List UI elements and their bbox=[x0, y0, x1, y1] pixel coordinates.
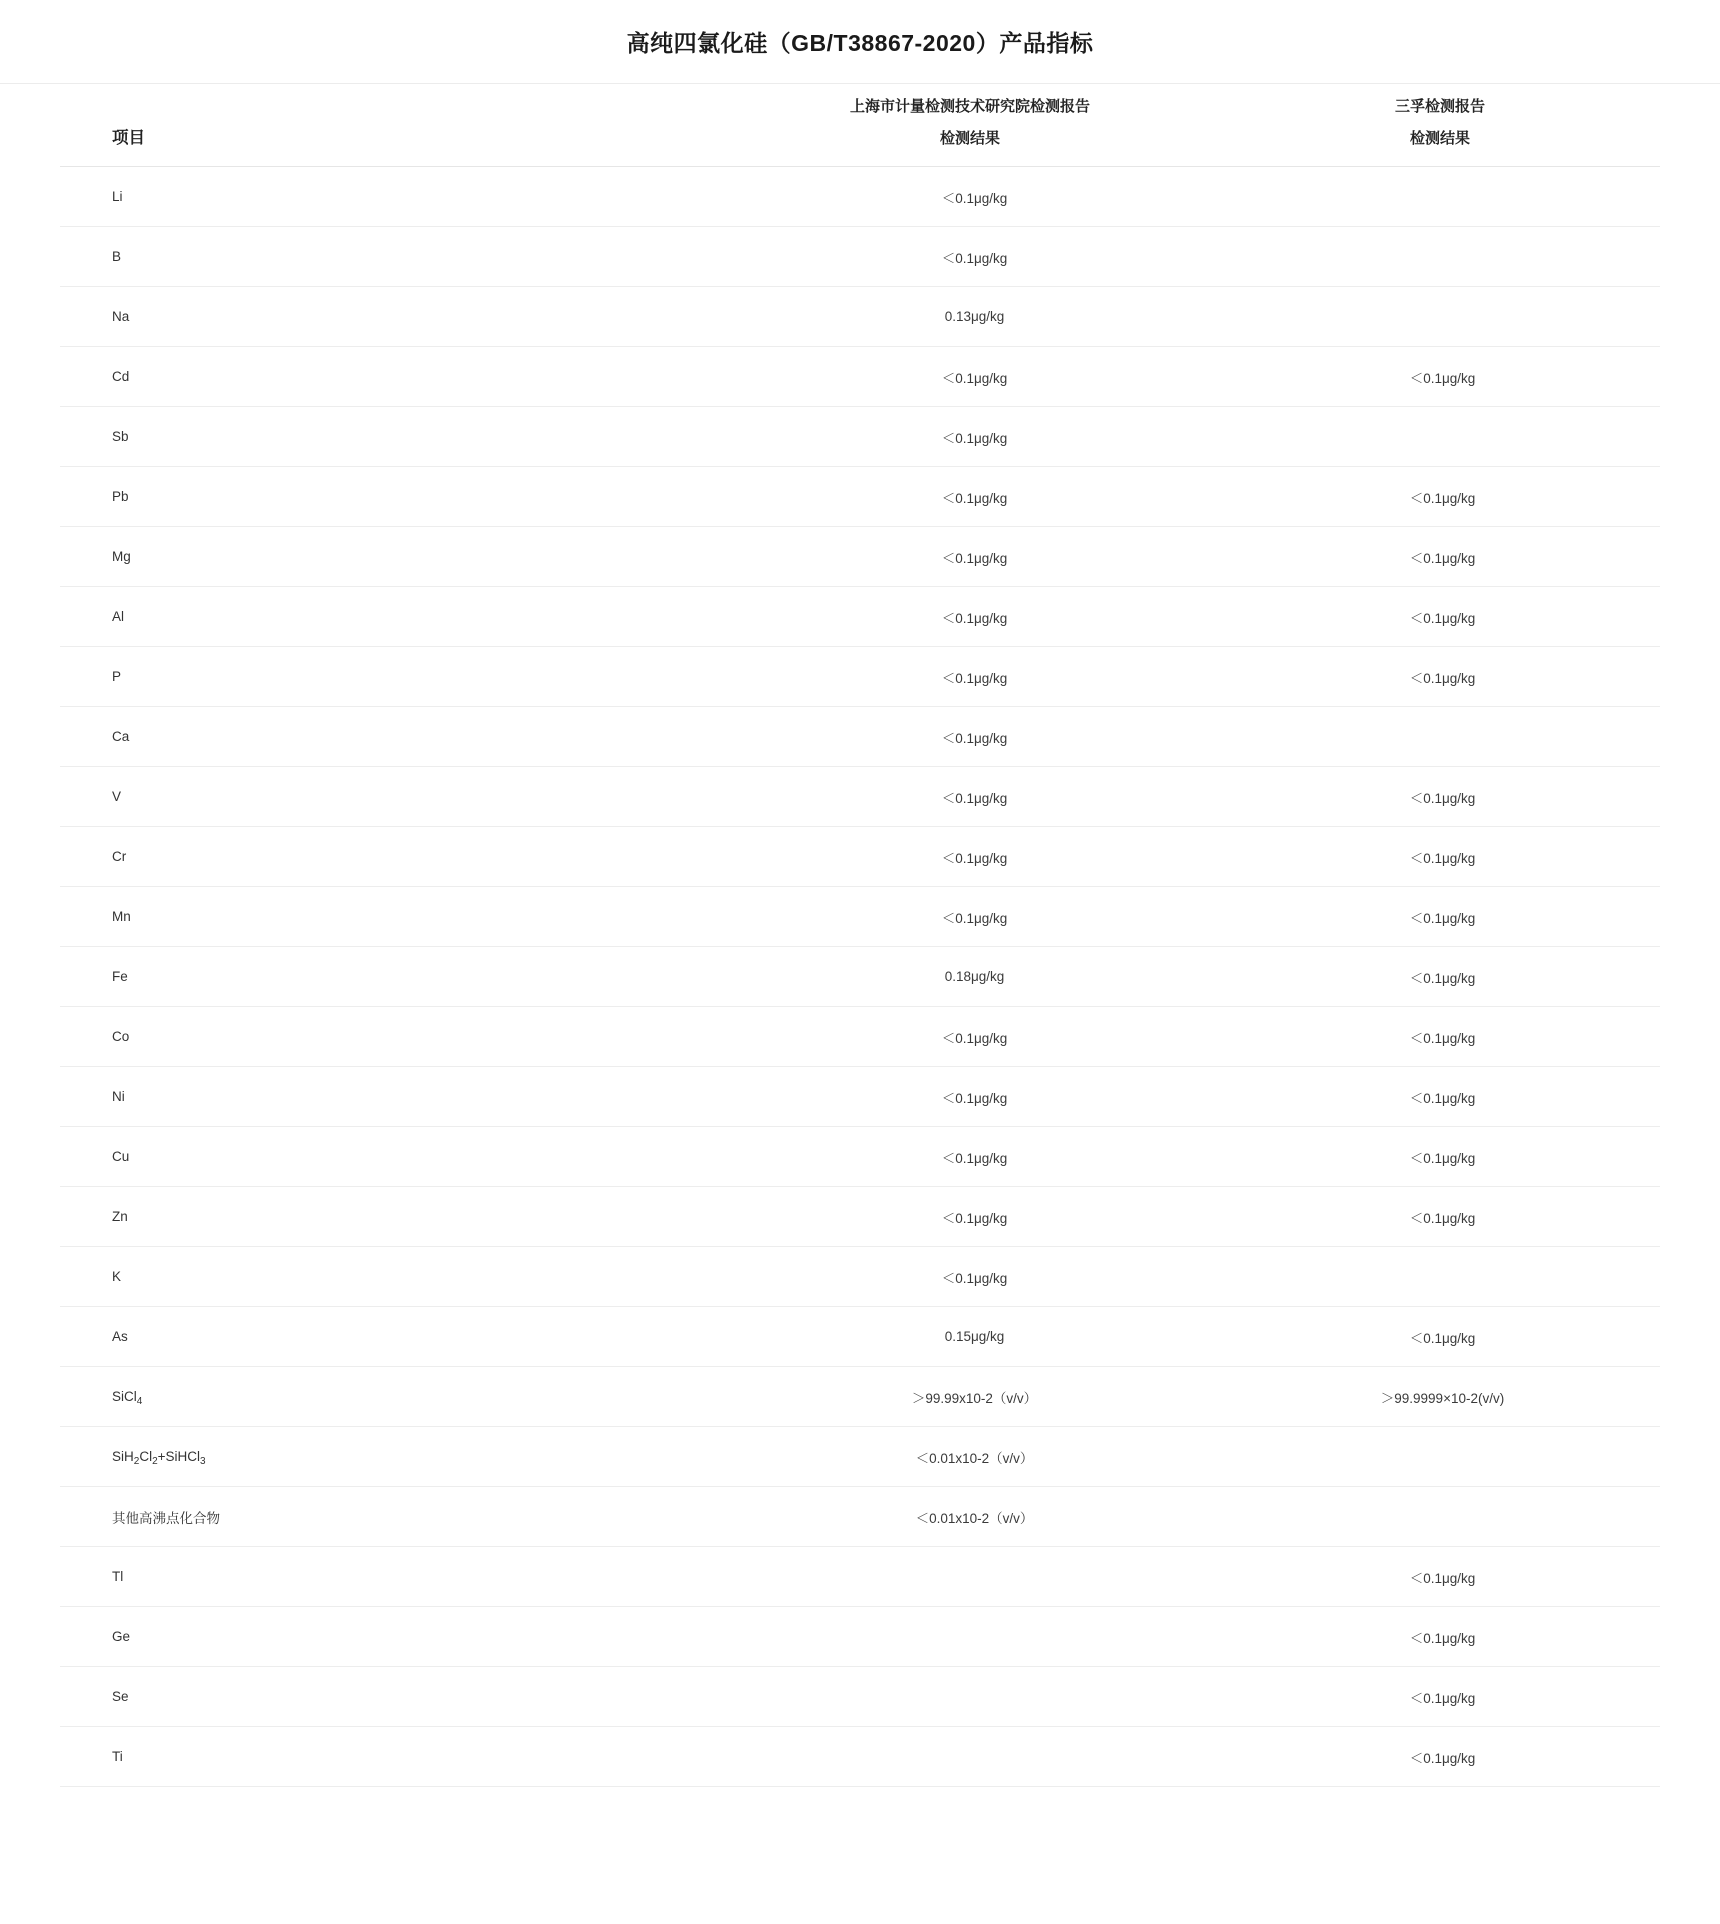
cell-item-name: Ca bbox=[112, 729, 130, 744]
cell-sanfu-result: ＜0.1μg/kg bbox=[1409, 1030, 1476, 1046]
table-header bbox=[60, 84, 1660, 167]
cell-item-name: Li bbox=[112, 189, 123, 204]
cell-lab-result: ＜0.1μg/kg bbox=[941, 670, 1008, 686]
column-header-sanfu-subtitle: 检测结果 bbox=[1409, 130, 1470, 147]
cell-item-name: Ti bbox=[112, 1749, 123, 1764]
cell-lab-result: ＜0.01x10-2（v/v） bbox=[915, 1510, 1034, 1526]
cell-sanfu-result: ＜0.1μg/kg bbox=[1409, 610, 1476, 626]
cell-item-name: Cd bbox=[112, 369, 130, 384]
cell-lab-result: ＜0.1μg/kg bbox=[941, 1270, 1008, 1286]
cell-lab-result: ＜0.01x10-2（v/v） bbox=[915, 1450, 1034, 1466]
cell-item-name: Cu bbox=[112, 1149, 130, 1164]
page-title: 高纯四氯化硅（GB/T38867-2020）产品指标 bbox=[626, 30, 1094, 56]
cell-lab-result: ＜0.1μg/kg bbox=[941, 790, 1008, 806]
cell-lab-result: 0.15μg/kg bbox=[944, 1329, 1005, 1344]
cell-sanfu-result: ＜0.1μg/kg bbox=[1409, 790, 1476, 806]
table-row bbox=[60, 1487, 1660, 1547]
cell-item-name: P bbox=[112, 669, 122, 684]
cell-sanfu-result bbox=[1220, 1487, 1660, 1547]
table-row bbox=[60, 587, 1660, 647]
table-row bbox=[60, 1127, 1660, 1187]
cell-lab-result: ＜0.1μg/kg bbox=[941, 250, 1008, 266]
table-row bbox=[60, 287, 1660, 347]
table-row bbox=[60, 1307, 1660, 1367]
cell-lab-result: ＜0.1μg/kg bbox=[941, 850, 1008, 866]
cell-item-name: As bbox=[112, 1329, 128, 1344]
cell-item-name: $SiH_2Cl_2+SiHCl_3$ bbox=[112, 1449, 206, 1467]
table-row bbox=[60, 827, 1660, 887]
column-header-sanfu bbox=[1220, 84, 1660, 167]
cell-sanfu-result: ＜0.1μg/kg bbox=[1409, 970, 1476, 986]
cell-item-name: Cr bbox=[112, 849, 127, 864]
table-row bbox=[60, 1367, 1660, 1427]
table-row bbox=[60, 527, 1660, 587]
cell-lab-result: ＜0.1μg/kg bbox=[941, 490, 1008, 506]
table-row bbox=[60, 1067, 1660, 1127]
cell-item-name: Sb bbox=[112, 429, 129, 444]
column-header-item: 项目 bbox=[60, 84, 720, 167]
cell-sanfu-result bbox=[1220, 287, 1660, 347]
cell-sanfu-result bbox=[1220, 167, 1660, 227]
cell-item-name: B bbox=[112, 249, 122, 264]
table-row bbox=[60, 227, 1660, 287]
cell-item-name: Tl bbox=[112, 1569, 124, 1584]
cell-lab-result: ＜0.1μg/kg bbox=[941, 370, 1008, 386]
table-row bbox=[60, 1007, 1660, 1067]
table-row bbox=[60, 707, 1660, 767]
cell-lab-result: ＜0.1μg/kg bbox=[941, 1210, 1008, 1226]
cell-lab-result: ＜0.1μg/kg bbox=[941, 430, 1008, 446]
cell-lab-result: ＜0.1μg/kg bbox=[941, 1150, 1008, 1166]
table-row bbox=[60, 647, 1660, 707]
cell-sanfu-result bbox=[1220, 1427, 1660, 1487]
table-row bbox=[60, 767, 1660, 827]
table-row bbox=[60, 947, 1660, 1007]
table-row bbox=[60, 1247, 1660, 1307]
cell-sanfu-result: ＜0.1μg/kg bbox=[1409, 1750, 1476, 1766]
bottom-spacer bbox=[0, 1787, 1720, 1847]
cell-sanfu-result: ＜0.1μg/kg bbox=[1409, 670, 1476, 686]
table-row bbox=[60, 347, 1660, 407]
cell-lab-result bbox=[720, 1607, 1220, 1667]
table-row bbox=[60, 1547, 1660, 1607]
cell-sanfu-result: ＜0.1μg/kg bbox=[1409, 1690, 1476, 1706]
cell-sanfu-result: ＜0.1μg/kg bbox=[1409, 370, 1476, 386]
cell-sanfu-result: ＞99.9999×10-2(v/v) bbox=[1380, 1390, 1505, 1406]
cell-lab-result: 0.18μg/kg bbox=[944, 969, 1005, 984]
cell-sanfu-result: ＜0.1μg/kg bbox=[1409, 1330, 1476, 1346]
table-row bbox=[60, 1667, 1660, 1727]
cell-lab-result bbox=[720, 1727, 1220, 1787]
cell-sanfu-result bbox=[1220, 407, 1660, 467]
cell-item-name: Mg bbox=[112, 549, 131, 564]
cell-item-name: Fe bbox=[112, 969, 128, 984]
table-body bbox=[60, 167, 1660, 1787]
table-row bbox=[60, 887, 1660, 947]
table-row bbox=[60, 1727, 1660, 1787]
cell-lab-result bbox=[720, 1547, 1220, 1607]
cell-lab-result: ＜0.1μg/kg bbox=[941, 910, 1008, 926]
cell-item-name: Se bbox=[112, 1689, 129, 1704]
cell-item-name: Al bbox=[112, 609, 125, 624]
column-header-lab-subtitle: 检测结果 bbox=[939, 130, 1000, 147]
table-row bbox=[60, 1187, 1660, 1247]
cell-lab-result: ＜0.1μg/kg bbox=[941, 730, 1008, 746]
cell-item-name: Mn bbox=[112, 909, 131, 924]
cell-sanfu-result bbox=[1220, 707, 1660, 767]
cell-sanfu-result: ＜0.1μg/kg bbox=[1409, 1570, 1476, 1586]
cell-sanfu-result: ＜0.1μg/kg bbox=[1409, 1210, 1476, 1226]
product-spec-table bbox=[60, 84, 1660, 1787]
cell-item-name: SiCl$_4$ bbox=[112, 1389, 143, 1407]
cell-item-name: 其他高沸点化合物 bbox=[112, 1510, 220, 1526]
table-row bbox=[60, 167, 1660, 227]
cell-sanfu-result: ＜0.1μg/kg bbox=[1409, 550, 1476, 566]
cell-lab-result: ＜0.1μg/kg bbox=[941, 190, 1008, 206]
cell-lab-result: ＜0.1μg/kg bbox=[941, 550, 1008, 566]
cell-item-name: Ni bbox=[112, 1089, 125, 1104]
cell-sanfu-result: ＜0.1μg/kg bbox=[1409, 490, 1476, 506]
column-header-sanfu-title: 三孚检测报告 bbox=[1394, 98, 1485, 115]
cell-sanfu-result: ＜0.1μg/kg bbox=[1409, 1150, 1476, 1166]
cell-sanfu-result bbox=[1220, 1247, 1660, 1307]
cell-item-name: Na bbox=[112, 309, 130, 324]
cell-sanfu-result: ＜0.1μg/kg bbox=[1409, 850, 1476, 866]
cell-sanfu-result: ＜0.1μg/kg bbox=[1409, 910, 1476, 926]
cell-item-name: K bbox=[112, 1269, 122, 1284]
cell-lab-result: ＜0.1μg/kg bbox=[941, 1090, 1008, 1106]
cell-lab-result: ＜0.1μg/kg bbox=[941, 1030, 1008, 1046]
cell-item-name: Ge bbox=[112, 1629, 131, 1644]
table-row bbox=[60, 1427, 1660, 1487]
column-header-lab-title: 上海市计量检测技术研究院检测报告 bbox=[849, 98, 1090, 115]
document-title-bar bbox=[0, 0, 1720, 84]
table-row bbox=[60, 467, 1660, 527]
cell-item-name: Zn bbox=[112, 1209, 128, 1224]
table-row bbox=[60, 407, 1660, 467]
cell-lab-result: 0.13μg/kg bbox=[944, 309, 1005, 324]
cell-item-name: Co bbox=[112, 1029, 130, 1044]
cell-lab-result: ＞99.99x10-2（v/v） bbox=[911, 1390, 1038, 1406]
cell-lab-result: ＜0.1μg/kg bbox=[941, 610, 1008, 626]
cell-sanfu-result: ＜0.1μg/kg bbox=[1409, 1090, 1476, 1106]
table-row bbox=[60, 1607, 1660, 1667]
cell-item-name: Pb bbox=[112, 489, 129, 504]
cell-sanfu-result: ＜0.1μg/kg bbox=[1409, 1630, 1476, 1646]
cell-lab-result bbox=[720, 1667, 1220, 1727]
cell-item-name: V bbox=[112, 789, 122, 804]
cell-sanfu-result bbox=[1220, 227, 1660, 287]
column-header-lab bbox=[720, 84, 1220, 167]
